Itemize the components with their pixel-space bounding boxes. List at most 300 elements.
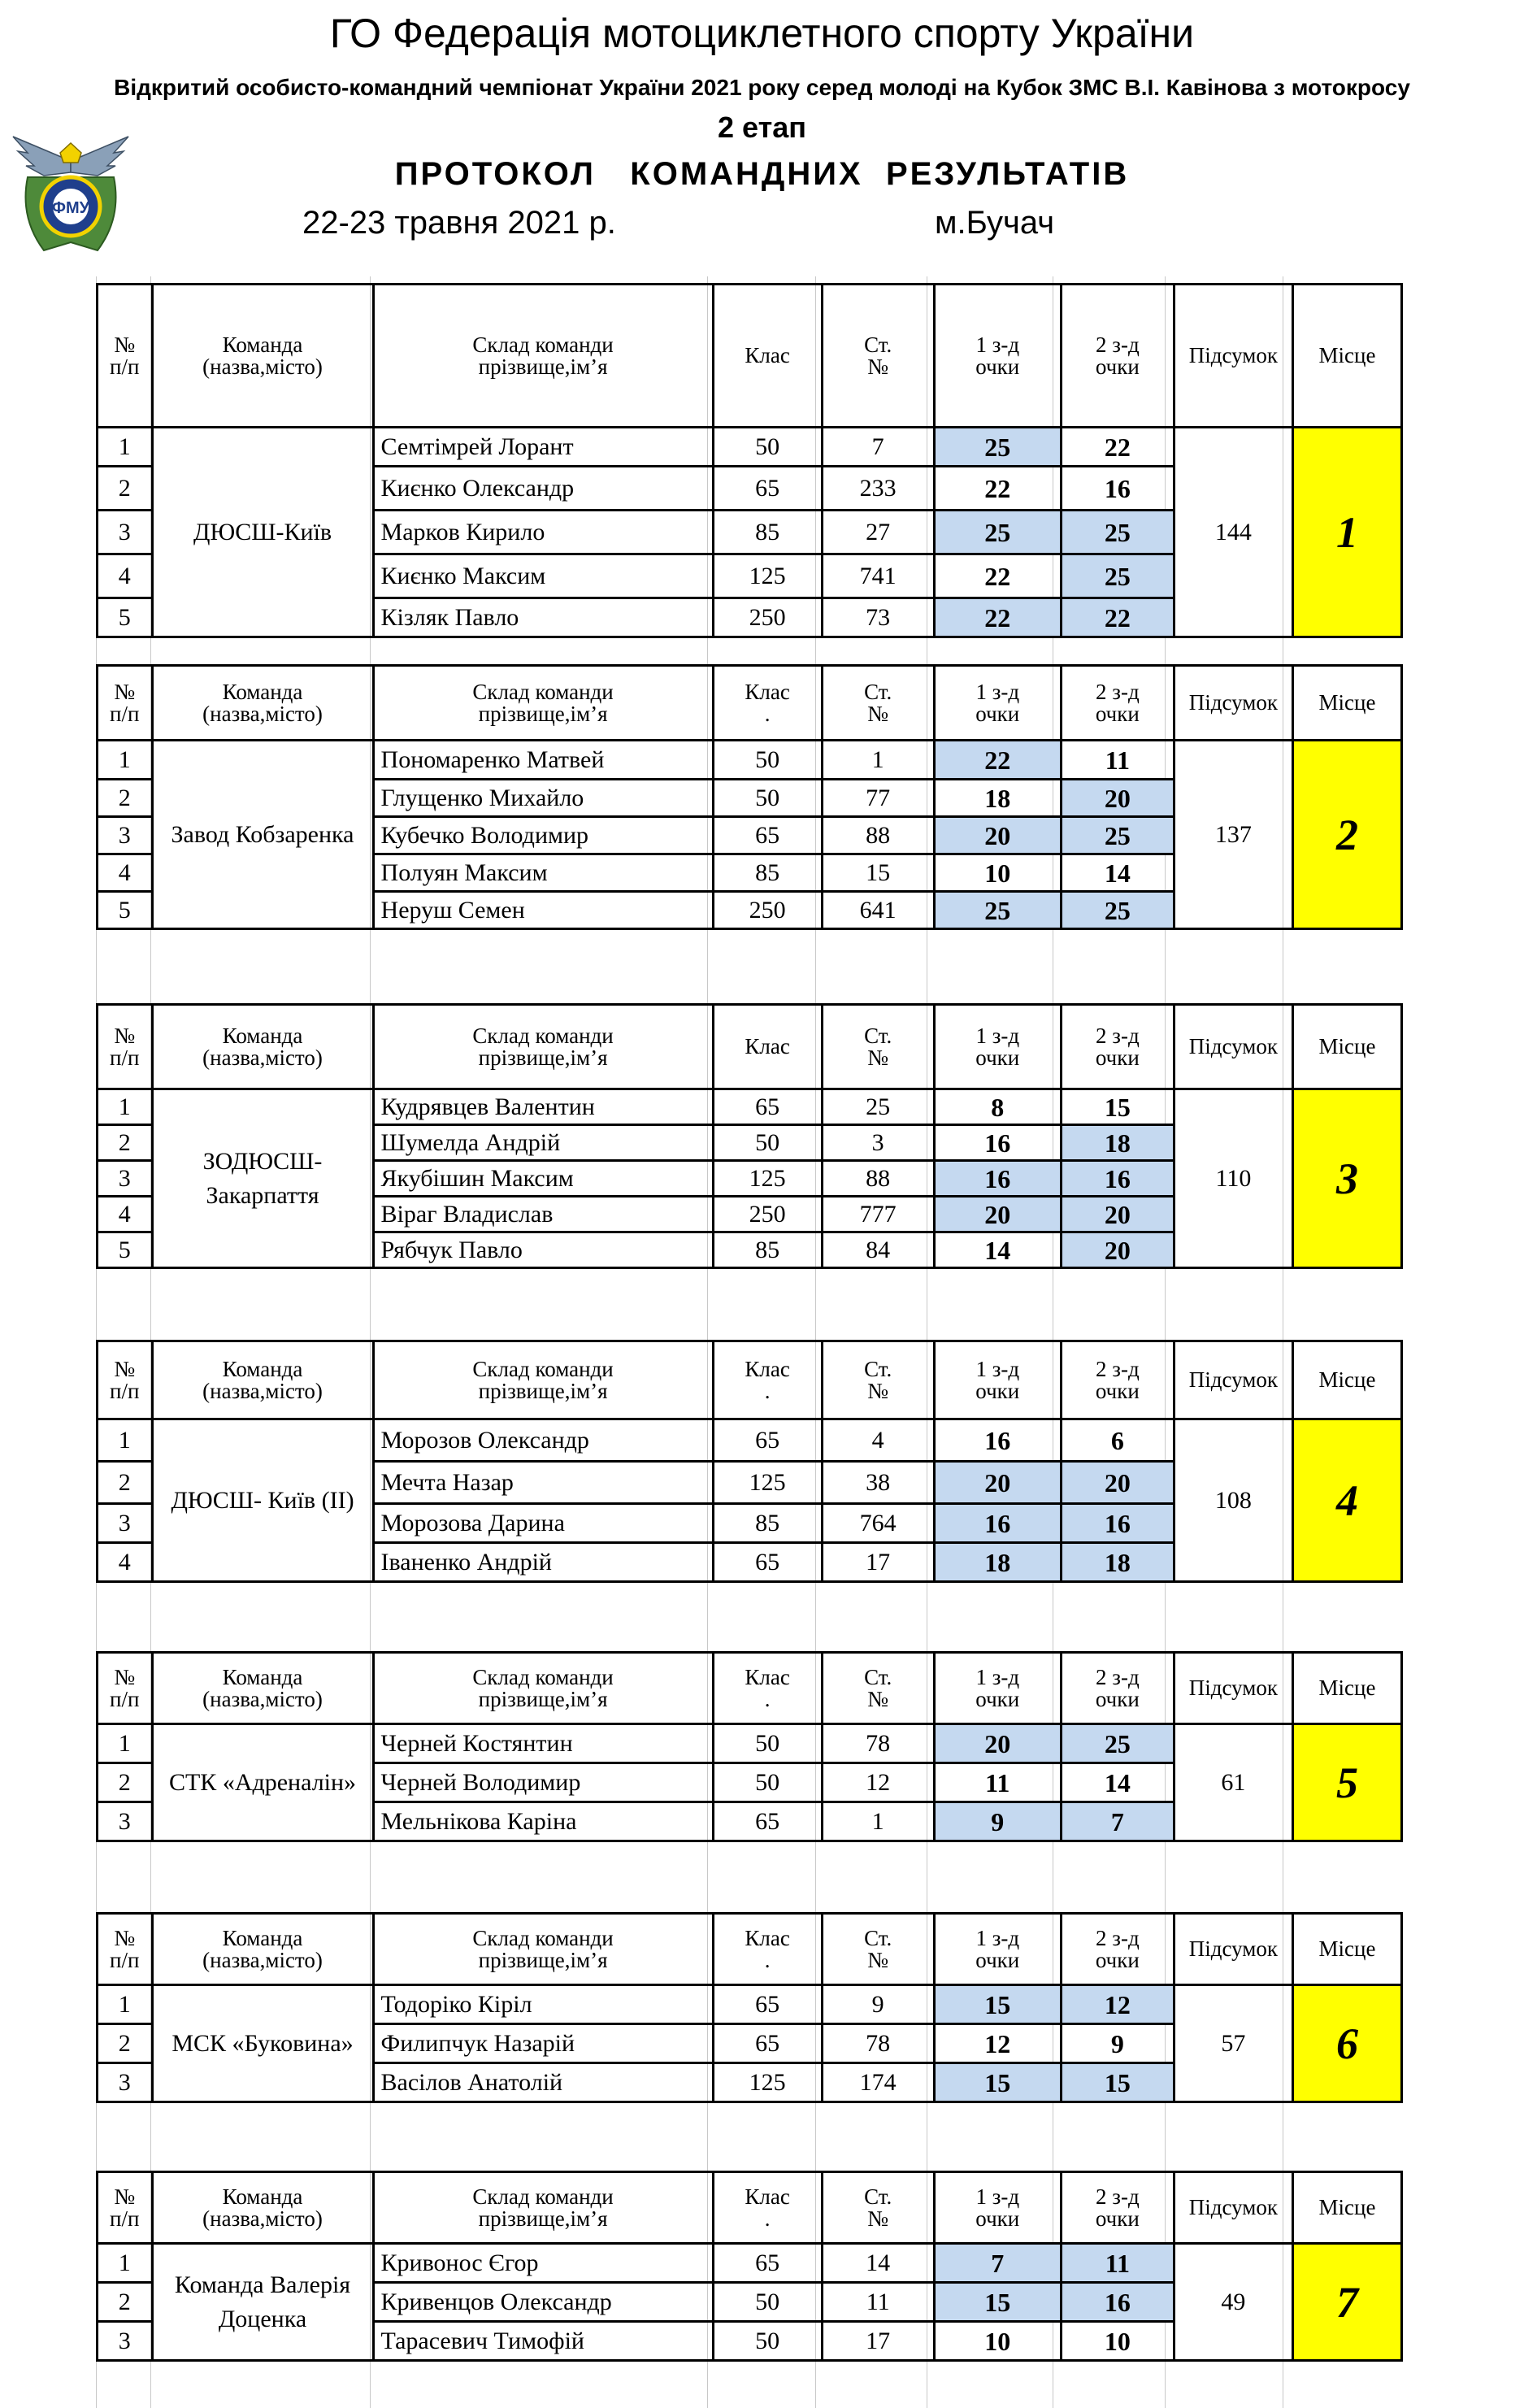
- rider-index: 3: [98, 2063, 153, 2102]
- team-results-table: [96, 1003, 1403, 1269]
- col-total-header: Підсумок: [1174, 1341, 1292, 1419]
- rider-start-number: 17: [822, 1543, 934, 1582]
- col-team-header: [152, 1005, 373, 1089]
- header-line: очки: [975, 1947, 1020, 1972]
- header-line: 2 з-д: [1096, 1023, 1140, 1048]
- rider-index: 2: [98, 2024, 153, 2063]
- table-header-row: [98, 2172, 1402, 2244]
- rider-name: Васілов Анатолій: [373, 2063, 713, 2102]
- rider-name: Кубечко Володимир: [373, 817, 713, 854]
- rider-class: 250: [713, 598, 822, 637]
- team-place: 7: [1292, 2244, 1401, 2361]
- team-name: ДЮСШ- Київ (ІІ): [152, 1419, 373, 1582]
- rider-class: 65: [713, 2024, 822, 2063]
- header-line: очки: [1095, 701, 1140, 726]
- rider-index: 3: [98, 1504, 153, 1543]
- header-line: Склад команди: [472, 2184, 614, 2209]
- rider-class: 125: [713, 1462, 822, 1504]
- rider-index: 1: [98, 428, 153, 467]
- col-place-header: Місце: [1292, 1005, 1401, 1089]
- rider-start-number: 78: [822, 2024, 934, 2063]
- rider-start-number: 1: [822, 1802, 934, 1841]
- race1-points: 16: [934, 1419, 1061, 1462]
- col-class-header: [713, 1341, 822, 1419]
- header-line: п/п: [110, 1378, 140, 1403]
- col-start-header: [822, 285, 934, 428]
- col-race2-header: [1061, 2172, 1174, 2244]
- header-line: №: [114, 1664, 136, 1689]
- team-name: ДЮСШ-Київ: [152, 428, 373, 637]
- rider-class: 50: [713, 428, 822, 467]
- race2-points: 15: [1061, 1089, 1174, 1125]
- rider-start-number: 15: [822, 854, 934, 892]
- rider-class: 85: [713, 854, 822, 892]
- race1-points: 15: [934, 1985, 1061, 2024]
- header-line: Команда: [222, 1925, 303, 1950]
- col-race2-header: [1061, 1005, 1174, 1089]
- header-line: прізвище,ім’я: [478, 1378, 608, 1403]
- header-line: очки: [975, 2206, 1020, 2231]
- rider-name: Рябчук Павло: [373, 1232, 713, 1268]
- rider-name: Пономаренко Матвей: [373, 741, 713, 780]
- header-line: очки: [1095, 1686, 1140, 1711]
- race2-points: 22: [1061, 428, 1174, 467]
- header-line: прізвище,ім’я: [478, 2206, 608, 2231]
- rider-index: 5: [98, 1232, 153, 1268]
- col-race1-header: [934, 2172, 1061, 2244]
- event-city: м.Бучач: [935, 205, 1055, 241]
- rider-class: 65: [713, 2244, 822, 2283]
- rider-index: 3: [98, 817, 153, 854]
- rider-name: Києнко Олександр: [373, 467, 713, 511]
- col-total-header: Підсумок: [1174, 1005, 1292, 1089]
- race2-points: 25: [1061, 511, 1174, 554]
- stage-label: 2 етап: [718, 111, 806, 144]
- rider-index: 2: [98, 1763, 153, 1802]
- race1-points: 25: [934, 892, 1061, 929]
- table-header-row: [98, 1653, 1402, 1724]
- header-line: Ст.: [864, 679, 892, 704]
- rider-name: Тарасевич Тимофій: [373, 2322, 713, 2361]
- race1-points: 7: [934, 2244, 1061, 2283]
- col-num-header: [98, 1914, 153, 1985]
- header-line: Команда: [222, 1664, 303, 1689]
- col-race1-header: [934, 285, 1061, 428]
- header-line: п/п: [110, 1686, 140, 1711]
- team-name: ЗОДЮСШ-Закарпаття: [152, 1089, 373, 1268]
- header-line: Склад команди: [472, 1925, 614, 1950]
- rider-start-number: 12: [822, 1763, 934, 1802]
- team-name: Завод Кобзаренка: [152, 741, 373, 929]
- header-line: Ст.: [864, 1023, 892, 1048]
- header-line: 1 з-д: [975, 1664, 1020, 1689]
- team-place: 3: [1292, 1089, 1401, 1268]
- col-start-header: [822, 2172, 934, 2244]
- race2-points: 14: [1061, 1763, 1174, 1802]
- race2-points: 10: [1061, 2322, 1174, 2361]
- rider-name: Кудрявцев Валентин: [373, 1089, 713, 1125]
- rider-class: 65: [713, 1419, 822, 1462]
- header-line: 1 з-д: [975, 1356, 1020, 1381]
- rider-class: 65: [713, 1802, 822, 1841]
- header-line: .: [764, 701, 771, 726]
- team-total: 61: [1174, 1724, 1292, 1841]
- col-num-header: [98, 285, 153, 428]
- rider-row: [98, 741, 1402, 780]
- header-line: .: [764, 2206, 771, 2231]
- race2-points: 20: [1061, 1232, 1174, 1268]
- rider-index: 1: [98, 1419, 153, 1462]
- rider-start-number: 88: [822, 1161, 934, 1197]
- race2-points: 16: [1061, 1161, 1174, 1197]
- team-results-table: [96, 664, 1403, 930]
- rider-class: 50: [713, 2283, 822, 2322]
- race2-points: 15: [1061, 2063, 1174, 2102]
- col-class-header: [713, 666, 822, 741]
- header-line: (назва,місто): [202, 2206, 323, 2231]
- rider-start-number: 741: [822, 554, 934, 598]
- rider-start-number: 78: [822, 1724, 934, 1763]
- team-results-table: [96, 1340, 1403, 1583]
- header-line: №: [867, 701, 889, 726]
- rider-name: Морозов Олександр: [373, 1419, 713, 1462]
- rider-class: 125: [713, 554, 822, 598]
- rider-class: 85: [713, 1232, 822, 1268]
- header-line: Склад команди: [472, 1023, 614, 1048]
- col-race1-header: [934, 1341, 1061, 1419]
- rider-name: Глущенко Михайло: [373, 780, 713, 817]
- col-race2-header: [1061, 1341, 1174, 1419]
- rider-start-number: 77: [822, 780, 934, 817]
- rider-name: Києнко Максим: [373, 554, 713, 598]
- race1-points: 14: [934, 1232, 1061, 1268]
- rider-index: 2: [98, 1125, 153, 1161]
- header-line: прізвище,ім’я: [478, 354, 608, 379]
- header-line: п/п: [110, 354, 140, 379]
- col-team-header: [152, 1914, 373, 1985]
- federation-logo: [11, 128, 130, 257]
- col-roster-header: [373, 1914, 713, 1985]
- rider-index: 5: [98, 598, 153, 637]
- rider-index: 1: [98, 1724, 153, 1763]
- rider-start-number: 764: [822, 1504, 934, 1543]
- rider-index: 3: [98, 511, 153, 554]
- race1-points: 9: [934, 1802, 1061, 1841]
- rider-start-number: 174: [822, 2063, 934, 2102]
- header-line: Ст.: [864, 2184, 892, 2209]
- rider-name: Кізляк Павло: [373, 598, 713, 637]
- header-line: Клас: [745, 343, 790, 367]
- rider-start-number: 27: [822, 511, 934, 554]
- race1-points: 12: [934, 2024, 1061, 2063]
- race1-points: 22: [934, 554, 1061, 598]
- header-line: Ст.: [864, 1664, 892, 1689]
- team-results-table: [96, 1912, 1403, 2103]
- event-date: 22-23 травня 2021 р.: [302, 205, 616, 241]
- col-team-header: [152, 666, 373, 741]
- rider-start-number: 25: [822, 1089, 934, 1125]
- header-line: прізвище,ім’я: [478, 1686, 608, 1711]
- team-place: 2: [1292, 741, 1401, 929]
- header-line: №: [114, 332, 136, 357]
- col-num-header: [98, 1653, 153, 1724]
- col-place-header: Місце: [1292, 1914, 1401, 1985]
- col-place-header: Місце: [1292, 285, 1401, 428]
- col-num-header: [98, 1005, 153, 1089]
- rider-class: 65: [713, 467, 822, 511]
- col-start-header: [822, 1341, 934, 1419]
- header-line: 2 з-д: [1096, 1664, 1140, 1689]
- header-line: очки: [1095, 1045, 1140, 1070]
- rider-class: 65: [713, 817, 822, 854]
- header-line: 1 з-д: [975, 679, 1020, 704]
- race1-points: 16: [934, 1504, 1061, 1543]
- race1-points: 25: [934, 511, 1061, 554]
- rider-class: 50: [713, 1125, 822, 1161]
- rider-class: 50: [713, 1724, 822, 1763]
- rider-name: Семтімрей Лорант: [373, 428, 713, 467]
- header-line: Клас: [745, 1356, 790, 1381]
- race1-points: 22: [934, 467, 1061, 511]
- header-line: Ст.: [864, 1356, 892, 1381]
- header-line: очки: [1095, 1947, 1140, 1972]
- rider-index: 1: [98, 1089, 153, 1125]
- rider-start-number: 233: [822, 467, 934, 511]
- rider-name: Віраг Владислав: [373, 1197, 713, 1232]
- rider-name: Кривенцов Олександр: [373, 2283, 713, 2322]
- rider-name: Мельнікова Каріна: [373, 1802, 713, 1841]
- header-line: Склад команди: [472, 332, 614, 357]
- col-roster-header: [373, 2172, 713, 2244]
- col-place-header: Місце: [1292, 1653, 1401, 1724]
- rider-name: Кривонос Єгор: [373, 2244, 713, 2283]
- header-line: п/п: [110, 2206, 140, 2231]
- race1-points: 20: [934, 1197, 1061, 1232]
- header-line: №: [867, 354, 889, 379]
- rider-name: Шумелда Андрій: [373, 1125, 713, 1161]
- rider-start-number: 17: [822, 2322, 934, 2361]
- header-line: (назва,місто): [202, 1378, 323, 1403]
- race2-points: 25: [1061, 892, 1174, 929]
- race2-points: 16: [1061, 2283, 1174, 2322]
- rider-name: Мечта Назар: [373, 1462, 713, 1504]
- rider-class: 65: [713, 1543, 822, 1582]
- race2-points: 18: [1061, 1125, 1174, 1161]
- team-place: 6: [1292, 1985, 1401, 2102]
- rider-row: [98, 428, 1402, 467]
- col-total-header: Підсумок: [1174, 285, 1292, 428]
- rider-index: 4: [98, 1543, 153, 1582]
- race2-points: 20: [1061, 780, 1174, 817]
- team-total: 57: [1174, 1985, 1292, 2102]
- rider-class: 50: [713, 2322, 822, 2361]
- race1-points: 18: [934, 1543, 1061, 1582]
- race1-points: 18: [934, 780, 1061, 817]
- race2-points: 7: [1061, 1802, 1174, 1841]
- col-race2-header: [1061, 1653, 1174, 1724]
- header-line: №: [867, 1686, 889, 1711]
- rider-name: Филипчук Назарій: [373, 2024, 713, 2063]
- rider-name: Неруш Семен: [373, 892, 713, 929]
- header-line: (назва,місто): [202, 1686, 323, 1711]
- rider-start-number: 84: [822, 1232, 934, 1268]
- race2-points: 16: [1061, 467, 1174, 511]
- team-total: 144: [1174, 428, 1292, 637]
- rider-start-number: 7: [822, 428, 934, 467]
- col-class-header: [713, 1005, 822, 1089]
- rider-start-number: 1: [822, 741, 934, 780]
- header-line: прізвище,ім’я: [478, 1947, 608, 1972]
- header-line: Клас: [745, 1034, 790, 1058]
- col-class-header: [713, 285, 822, 428]
- header-line: Клас: [745, 1925, 790, 1950]
- rider-class: 50: [713, 741, 822, 780]
- header-line: Ст.: [864, 1925, 892, 1950]
- rider-class: 85: [713, 1504, 822, 1543]
- col-start-header: [822, 1914, 934, 1985]
- col-num-header: [98, 1341, 153, 1419]
- race1-points: 22: [934, 741, 1061, 780]
- col-race2-header: [1061, 666, 1174, 741]
- col-team-header: [152, 2172, 373, 2244]
- header-line: .: [764, 1686, 771, 1711]
- race1-points: 20: [934, 817, 1061, 854]
- col-start-header: [822, 1005, 934, 1089]
- header-line: 1 з-д: [975, 1023, 1020, 1048]
- rider-index: 3: [98, 2322, 153, 2361]
- rider-row: [98, 2244, 1402, 2283]
- header-line: 2 з-д: [1096, 679, 1140, 704]
- rider-index: 1: [98, 1985, 153, 2024]
- rider-start-number: 3: [822, 1125, 934, 1161]
- team-name: МСК «Буковина»: [152, 1985, 373, 2102]
- header-line: Склад команди: [472, 679, 614, 704]
- header-line: очки: [975, 354, 1020, 379]
- header-line: очки: [975, 701, 1020, 726]
- race1-points: 15: [934, 2283, 1061, 2322]
- team-name: Команда Валерія Доценка: [152, 2244, 373, 2361]
- rider-class: 85: [713, 511, 822, 554]
- col-roster-header: [373, 1005, 713, 1089]
- header-line: Ст.: [864, 332, 892, 357]
- header-line: Команда: [222, 2184, 303, 2209]
- rider-start-number: 641: [822, 892, 934, 929]
- organization-title: ГО Федерація мотоциклетного спорту України: [329, 11, 1195, 56]
- race1-points: 11: [934, 1763, 1061, 1802]
- header-line: №: [114, 679, 136, 704]
- team-name: СТК «Адреналін»: [152, 1724, 373, 1841]
- header-line: (назва,місто): [202, 354, 323, 379]
- rider-start-number: 73: [822, 598, 934, 637]
- race1-points: 10: [934, 2322, 1061, 2361]
- col-total-header: Підсумок: [1174, 1653, 1292, 1724]
- col-total-header: Підсумок: [1174, 666, 1292, 741]
- race2-points: 11: [1061, 2244, 1174, 2283]
- header-line: Команда: [222, 1023, 303, 1048]
- header-line: Команда: [222, 679, 303, 704]
- header-line: очки: [1095, 354, 1140, 379]
- race2-points: 14: [1061, 854, 1174, 892]
- race1-points: 10: [934, 854, 1061, 892]
- rider-row: [98, 1985, 1402, 2024]
- col-class-header: [713, 2172, 822, 2244]
- rider-index: 2: [98, 1462, 153, 1504]
- header-line: 1 з-д: [975, 332, 1020, 357]
- rider-class: 65: [713, 1985, 822, 2024]
- race2-points: 16: [1061, 1504, 1174, 1543]
- table-header-row: [98, 1005, 1402, 1089]
- header-line: очки: [975, 1378, 1020, 1403]
- header-line: п/п: [110, 1947, 140, 1972]
- race2-points: 20: [1061, 1197, 1174, 1232]
- rider-row: [98, 1724, 1402, 1763]
- team-results-table: [96, 1651, 1403, 1842]
- team-total: 49: [1174, 2244, 1292, 2361]
- championship-subtitle: Відкритий особисто-командний чемпіонат України 2021 року серед молоді на Кубок ЗМС В.І. Кавінова з мотокросу: [114, 75, 1410, 100]
- col-race2-header: [1061, 1914, 1174, 1985]
- race2-points: 18: [1061, 1543, 1174, 1582]
- race2-points: 6: [1061, 1419, 1174, 1462]
- header-line: Команда: [222, 332, 303, 357]
- rider-index: 2: [98, 467, 153, 511]
- rider-start-number: 4: [822, 1419, 934, 1462]
- header-line: 2 з-д: [1096, 1925, 1140, 1950]
- header-line: 2 з-д: [1096, 2184, 1140, 2209]
- rider-class: 250: [713, 892, 822, 929]
- header-line: Склад команди: [472, 1356, 614, 1381]
- rider-name: Тодоріко Кіріл: [373, 1985, 713, 2024]
- header-line: Клас: [745, 2184, 790, 2209]
- col-team-header: [152, 1341, 373, 1419]
- col-place-header: Місце: [1292, 666, 1401, 741]
- rider-row: [98, 1089, 1402, 1125]
- rider-index: 4: [98, 854, 153, 892]
- header-line: прізвище,ім’я: [478, 1045, 608, 1070]
- col-class-header: [713, 1914, 822, 1985]
- race2-points: 9: [1061, 2024, 1174, 2063]
- team-place: 5: [1292, 1724, 1401, 1841]
- race2-points: 25: [1061, 817, 1174, 854]
- header-line: №: [867, 1378, 889, 1403]
- rider-index: 3: [98, 1802, 153, 1841]
- race2-points: 20: [1061, 1462, 1174, 1504]
- race2-points: 22: [1061, 598, 1174, 637]
- header-line: 1 з-д: [975, 1925, 1020, 1950]
- col-roster-header: [373, 666, 713, 741]
- header-line: очки: [975, 1686, 1020, 1711]
- rider-start-number: 777: [822, 1197, 934, 1232]
- table-header-row: [98, 285, 1402, 428]
- team-total: 110: [1174, 1089, 1292, 1268]
- team-total: 108: [1174, 1419, 1292, 1582]
- header-line: п/п: [110, 1045, 140, 1070]
- col-race2-header: [1061, 285, 1174, 428]
- protocol-title: ПРОТОКОЛ КОМАНДНИХ РЕЗУЛЬТАТІВ: [394, 156, 1130, 192]
- rider-start-number: 88: [822, 817, 934, 854]
- race2-points: 11: [1061, 741, 1174, 780]
- rider-name: Морозова Дарина: [373, 1504, 713, 1543]
- team-place: 4: [1292, 1419, 1401, 1582]
- rider-index: 2: [98, 2283, 153, 2322]
- team-results-table: [96, 2171, 1403, 2362]
- table-header-row: [98, 1341, 1402, 1419]
- col-place-header: Місце: [1292, 2172, 1401, 2244]
- col-roster-header: [373, 1653, 713, 1724]
- header-line: п/п: [110, 701, 140, 726]
- race1-points: 25: [934, 428, 1061, 467]
- col-start-header: [822, 666, 934, 741]
- logo-initials: ФМУ: [51, 199, 90, 217]
